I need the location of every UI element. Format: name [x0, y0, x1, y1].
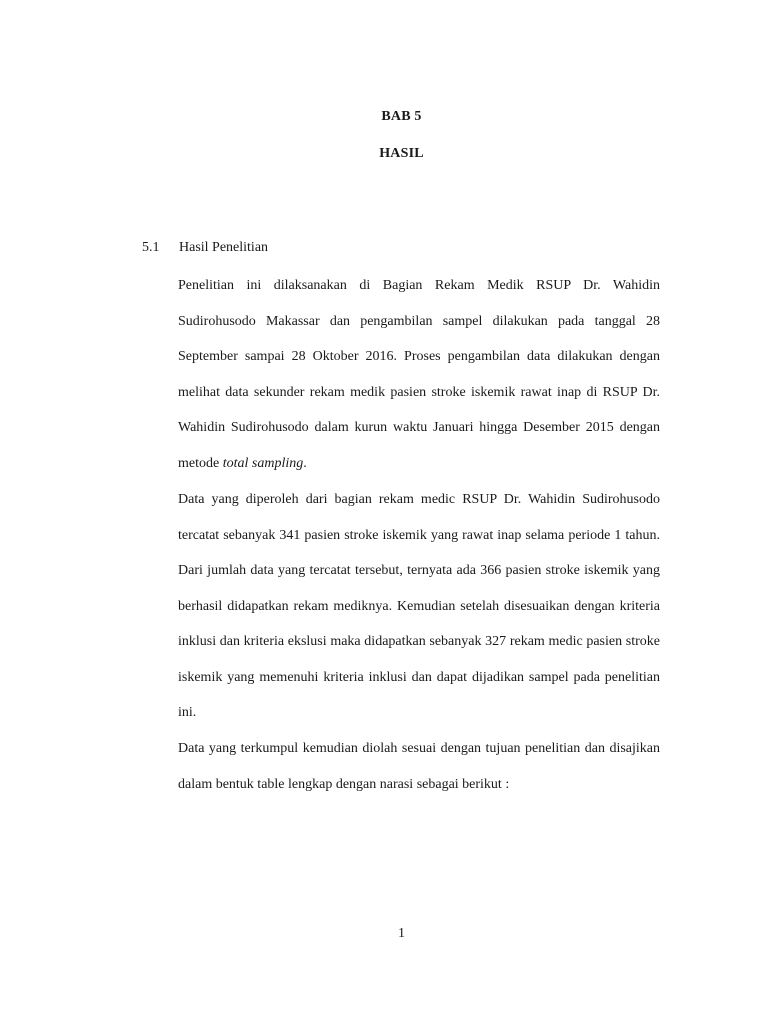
section-title: Hasil Penelitian	[179, 240, 269, 255]
method-term: total sampling	[222, 455, 304, 471]
paragraph-text-main: Penelitian ini dilaksanakan di Bagian Rekam Medik RSUP Dr. Wahidin Sudirohusodo Makassar dan pengambilan sampel dilakukan pada tanggal 28 September sampai 28 Oktober 2016. Proses pengambilan data dilakukan dengan melihat data sekunder rekam medik pasien stroke iskemik rawat inap di RSUP Dr. Wahidin Sudirohusodo dalam kurun waktu Januari hingga Desember 2015 dengan metode	[178, 278, 660, 471]
paragraph-text-end: .	[303, 455, 307, 471]
paragraph-research-location	[178, 268, 660, 481]
section-heading	[142, 240, 268, 256]
paragraph-data-processing	[178, 731, 660, 802]
chapter-title: HASIL	[379, 146, 424, 161]
paragraph-text: Data yang diperoleh dari bagian rekam medic RSUP Dr. Wahidin Sudirohusodo tercatat sebanyak 341 pasien stroke iskemik yang rawat inap selama periode 1 tahun. Dari jumlah data yang tercatat tersebut, ternyata ada 366 pasien stroke iskemik yang berhasil didapatkan rekam mediknya. Kemudian setelah disesuaikan dengan kriteria inklusi dan kriteria ekslusi maka didapatkan sebanyak 327 rekam medic pasien stroke iskemik yang memenuhi kriteria inklusi dan dapat dijadikan sampel pada penelitian ini.	[178, 492, 660, 720]
paragraph-data-obtained	[178, 482, 660, 731]
chapter-number: BAB 5	[381, 109, 422, 124]
paragraph-text: Data yang terkumpul kemudian diolah sesuai dengan tujuan penelitian dan disajikan dalam bentuk table lengkap dengan narasi sebagai berikut :	[178, 741, 660, 792]
section-number: 5.1	[142, 240, 160, 255]
paragraph-text	[178, 268, 660, 481]
page-number: 1	[398, 926, 405, 941]
